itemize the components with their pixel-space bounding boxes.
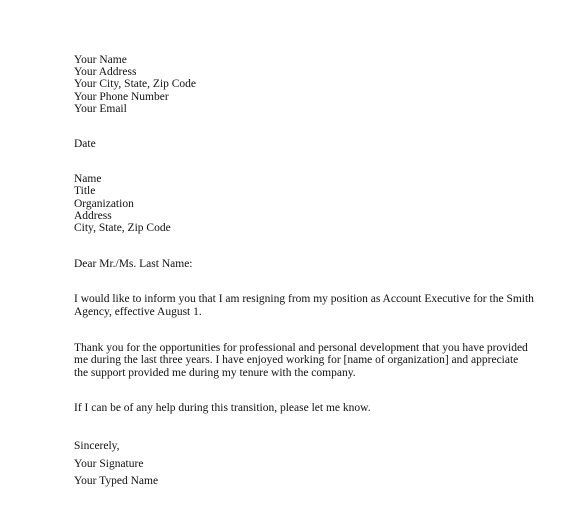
sender-city-state-zip: Your City, State, Zip Code <box>74 78 197 91</box>
sender-phone: Your Phone Number <box>74 90 169 103</box>
closing-block <box>74 438 534 491</box>
letter-page <box>74 54 534 491</box>
valediction: Sincerely, <box>74 440 120 452</box>
recipient-block <box>74 173 534 234</box>
sender-block <box>74 54 534 115</box>
body-paragraph-2: Thank you for the opportunities for professional and personal development that you have provided me during the last three years. I have enjoyed working for [name of organization] and appreciate the support provided me during my tenure with the company. <box>74 341 528 379</box>
typed-name: Your Typed Name <box>74 475 159 487</box>
sender-email: Your Email <box>74 102 127 115</box>
recipient-title: Title <box>74 185 96 198</box>
recipient-organization: Organization <box>74 197 134 210</box>
letter-date: Date <box>74 138 96 151</box>
sender-name: Your Name <box>74 54 127 66</box>
sender-address: Your Address <box>74 66 137 79</box>
signature: Your Signature <box>74 457 144 470</box>
recipient-city-state-zip: City, State, Zip Code <box>74 222 171 235</box>
salutation: Dear Mr./Ms. Last Name: <box>74 258 193 271</box>
body-paragraph-1: I would like to inform you that I am resigning from my position as Account Executive for the Smith Agency, effective August 1. <box>74 293 534 319</box>
recipient-address: Address <box>74 209 112 222</box>
recipient-name: Name <box>74 173 102 186</box>
body-paragraph-3: If I can be of any help during this transition, please let me know. <box>74 402 371 415</box>
